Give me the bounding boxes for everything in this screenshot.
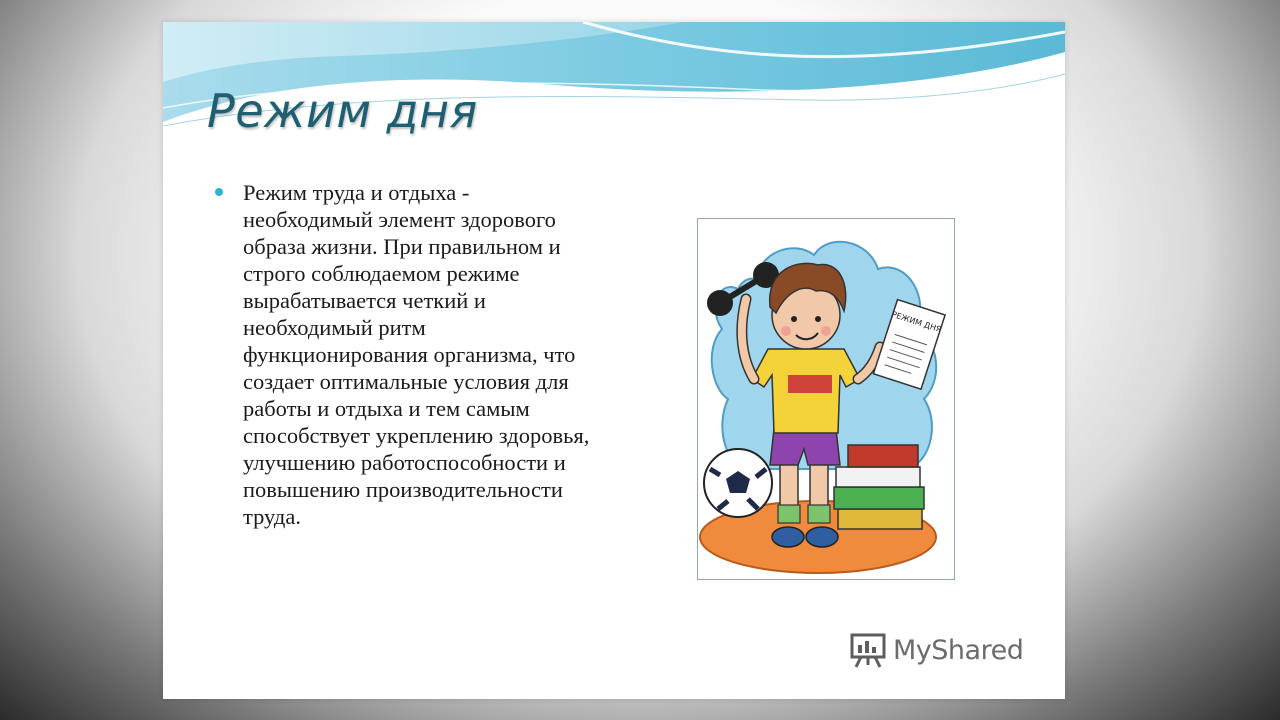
slide-title: Режим дня: [207, 84, 478, 138]
presentation-board-icon: [849, 631, 887, 669]
watermark-brand-text: MyShared: [893, 634, 1024, 666]
boy-exercising-illustration: [698, 219, 954, 579]
paper-caption: РЕЖИМ ДНЯ: [890, 309, 943, 335]
myshared-watermark[interactable]: [849, 630, 1023, 670]
presentation-slide: [163, 22, 1065, 699]
bullet-item-text: Режим труда и отдыха - необходимый элемент здорового образа жизни. При правильном и строго соблюдаемом режиме вырабатывается четкий и необходимый ритм функционирования организма, что создает оптимальные условия для работы и отдыха и тем самым способствует укреплению здоровья, улучшению работоспособности и повышению производительности труда.: [243, 180, 590, 529]
bullet-list: [215, 179, 615, 530]
bullet-dot-icon: [215, 188, 223, 196]
illustration-frame: [697, 218, 955, 580]
